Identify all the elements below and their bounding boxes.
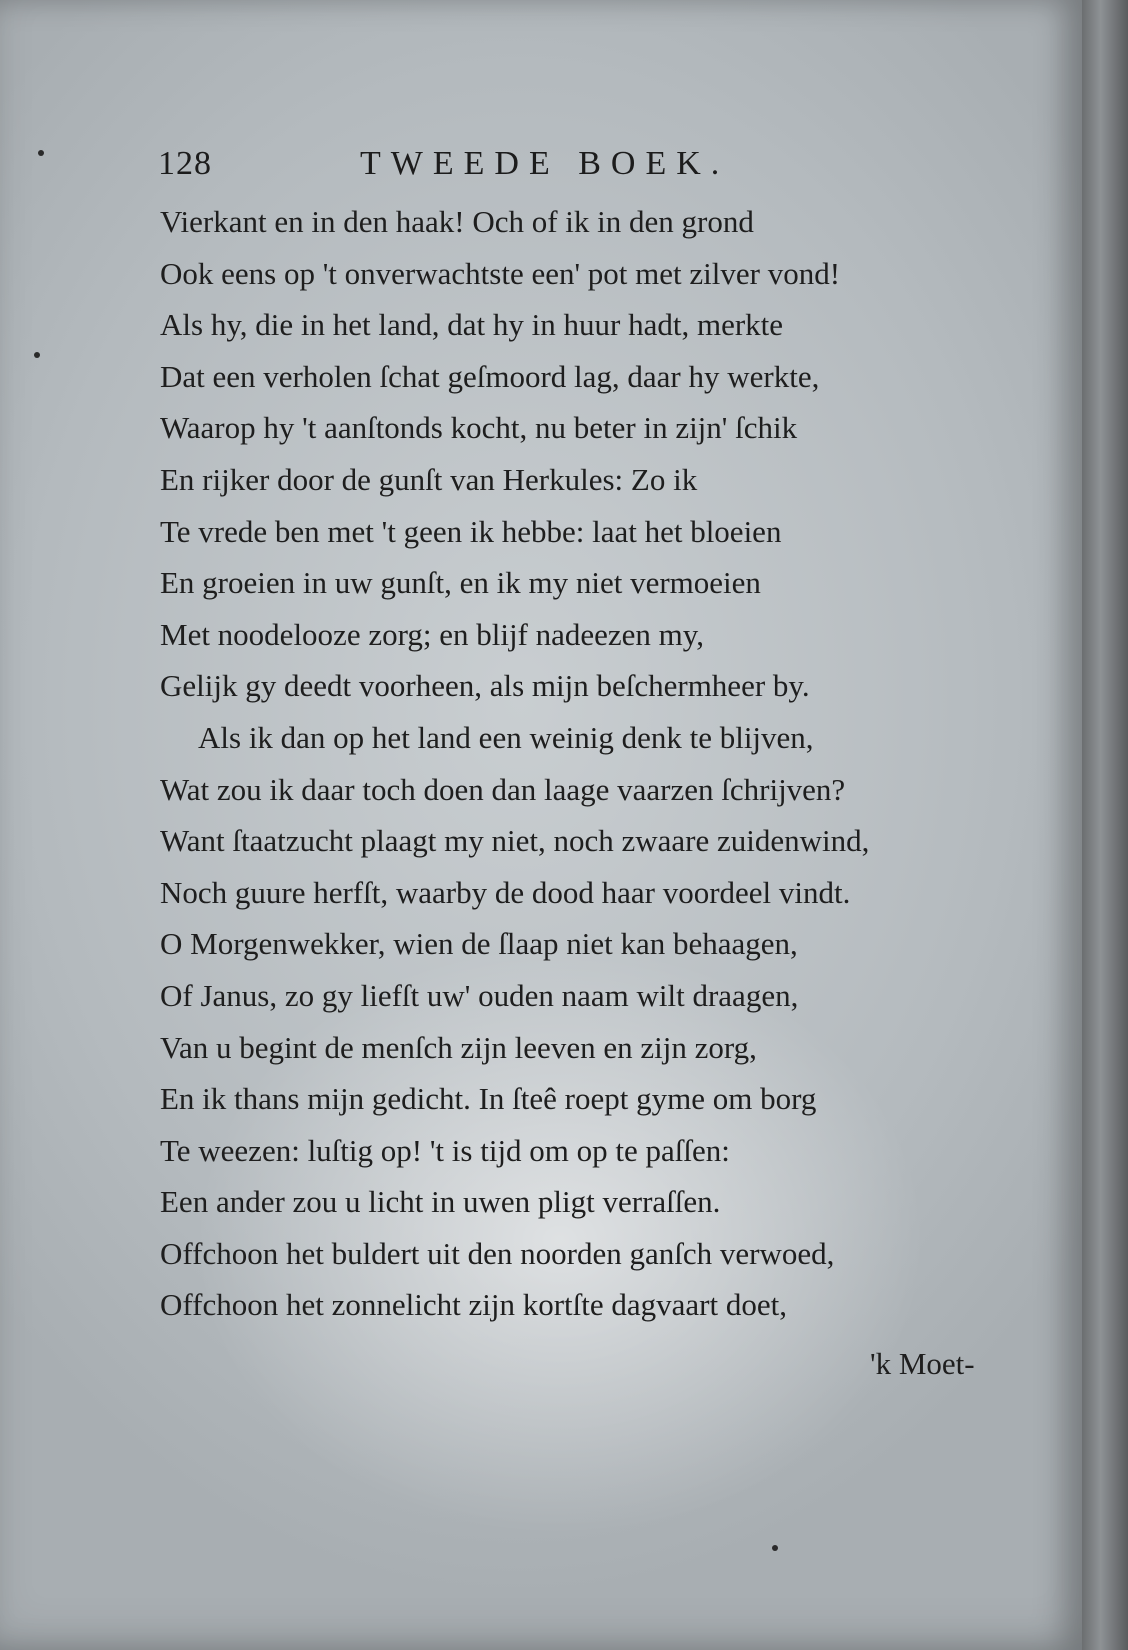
book-gutter bbox=[1082, 0, 1128, 1650]
verse-block bbox=[160, 196, 1010, 1331]
page-number: 128 bbox=[158, 145, 212, 182]
verse-line: Een ander zou u licht in uwen pligt verraſſen. bbox=[160, 1184, 721, 1220]
verse-line: Offchoon het zonnelicht zijn kortſte dagvaart doet, bbox=[160, 1287, 787, 1323]
verse-line: Met noodelooze zorg; en blijf nadeezen my, bbox=[160, 616, 705, 652]
verse-line: Te weezen: luſtig op! 't is tijd om op te paſſen: bbox=[160, 1132, 730, 1168]
running-title: TWEEDE BOEK. bbox=[360, 145, 730, 182]
verse-line: Noch guure herfſt, waarby de dood haar voordeel vindt. bbox=[160, 874, 851, 910]
verse-line: En ik thans mijn gedicht. In ſteê roept gyme om borg bbox=[160, 1081, 817, 1117]
ink-speck bbox=[38, 150, 44, 156]
ink-speck bbox=[772, 1545, 778, 1551]
verse-line: En rijker door de gunſt van Herkules: Zo ik bbox=[160, 461, 698, 497]
verse-line: Of Janus, zo gy liefſt uw' ouden naam wilt draagen, bbox=[160, 977, 799, 1013]
verse-line: Te vrede ben met 't geen ik hebbe: laat het bloeien bbox=[160, 513, 782, 549]
verse-line: En groeien in uw gunſt, en ik my niet vermoeien bbox=[160, 565, 761, 601]
verse-line: Van u begint de menſch zijn leeven en zijn zorg, bbox=[160, 1029, 757, 1065]
verse-line: Wat zou ik daar toch doen dan laage vaarzen ſchrijven? bbox=[160, 771, 846, 807]
verse-line: Offchoon het buldert uit den noorden ganſch verwoed, bbox=[160, 1235, 835, 1271]
verse-line: O Morgenwekker, wien de ſlaap niet kan behaagen, bbox=[160, 926, 798, 962]
verse-line: Vierkant en in den haak! Och of ik in den grond bbox=[160, 204, 754, 239]
verse-line: Dat een verholen ſchat geſmoord lag, daar hy werkte, bbox=[160, 358, 820, 394]
verse-line: Gelijk gy deedt voorheen, als mijn beſchermheer by. bbox=[160, 668, 810, 704]
verse-line: Als ik dan op het land een weinig denk te blijven, bbox=[198, 719, 814, 755]
page-header bbox=[158, 145, 848, 195]
verse-line: Want ſtaatzucht plaagt my niet, noch zwaare zuidenwind, bbox=[160, 823, 870, 859]
catchword: 'k Moet- bbox=[870, 1346, 975, 1381]
verse-line: Waarop hy 't aanſtonds kocht, nu beter in zijn' ſchik bbox=[160, 410, 798, 446]
verse-line: Ook eens op 't onverwachtste een' pot met zilver vond! bbox=[160, 255, 841, 291]
ink-speck bbox=[34, 352, 40, 358]
verse-line: Als hy, die in het land, dat hy in huur hadt, merkte bbox=[160, 307, 784, 343]
